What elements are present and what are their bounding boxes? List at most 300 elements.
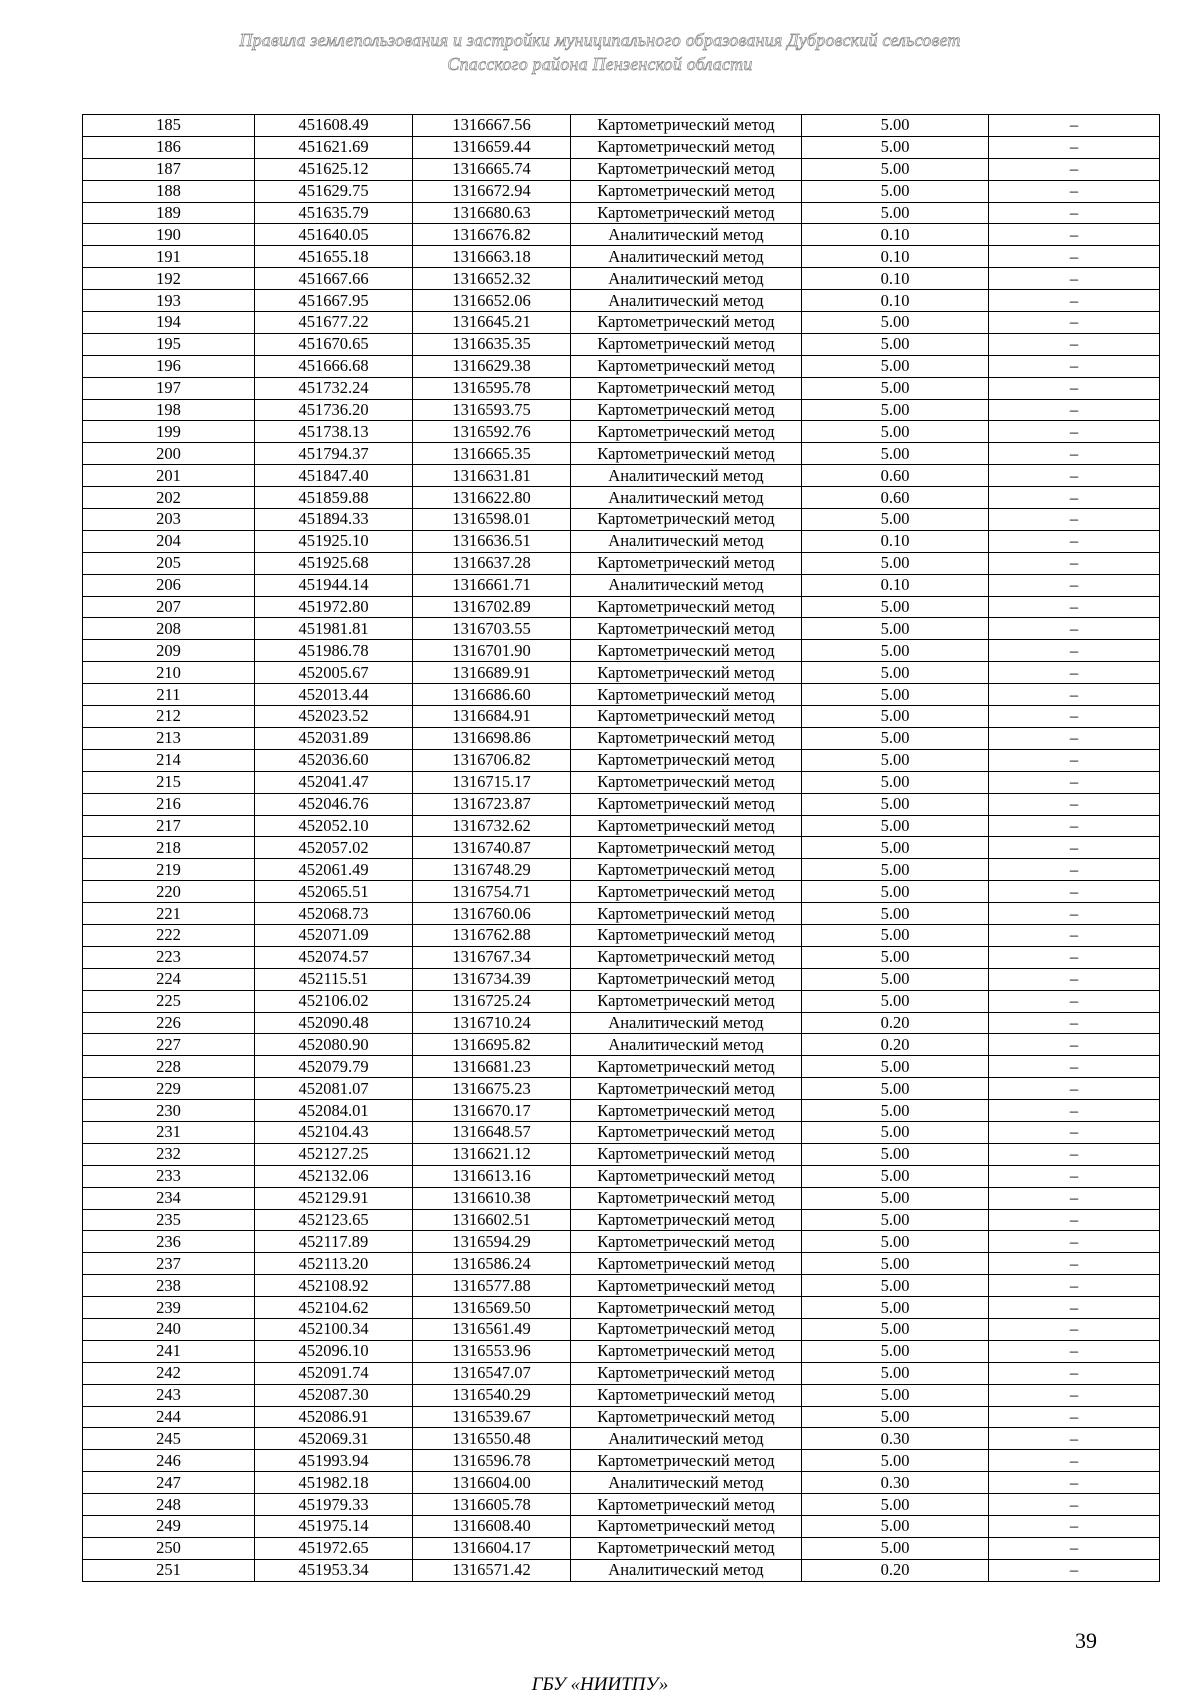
x-coordinate-cell: 452127.25 bbox=[255, 1143, 413, 1165]
note-cell: – bbox=[989, 815, 1160, 837]
x-coordinate-cell: 452079.79 bbox=[255, 1056, 413, 1078]
table-row bbox=[83, 1078, 1160, 1100]
accuracy-cell: 0.10 bbox=[802, 268, 989, 290]
method-cell: Картометрический метод bbox=[571, 1516, 802, 1538]
method-cell: Картометрический метод bbox=[571, 1297, 802, 1319]
note-cell: – bbox=[989, 771, 1160, 793]
y-coordinate-cell: 1316702.89 bbox=[413, 596, 571, 618]
point-number-cell: 190 bbox=[83, 224, 255, 246]
note-cell: – bbox=[989, 749, 1160, 771]
x-coordinate-cell: 452091.74 bbox=[255, 1362, 413, 1384]
note-cell: – bbox=[989, 421, 1160, 443]
x-coordinate-cell: 452129.91 bbox=[255, 1187, 413, 1209]
method-cell: Картометрический метод bbox=[571, 749, 802, 771]
y-coordinate-cell: 1316672.94 bbox=[413, 180, 571, 202]
table-row bbox=[83, 574, 1160, 596]
accuracy-cell: 5.00 bbox=[802, 180, 989, 202]
note-cell: – bbox=[989, 1275, 1160, 1297]
x-coordinate-cell: 451975.14 bbox=[255, 1516, 413, 1538]
y-coordinate-cell: 1316604.17 bbox=[413, 1537, 571, 1559]
x-coordinate-cell: 451655.18 bbox=[255, 246, 413, 268]
point-number-cell: 210 bbox=[83, 662, 255, 684]
method-cell: Картометрический метод bbox=[571, 180, 802, 202]
table-row bbox=[83, 1472, 1160, 1494]
y-coordinate-cell: 1316695.82 bbox=[413, 1034, 571, 1056]
accuracy-cell: 0.30 bbox=[802, 1428, 989, 1450]
note-cell: – bbox=[989, 1165, 1160, 1187]
table-row bbox=[83, 202, 1160, 224]
accuracy-cell: 5.00 bbox=[802, 1297, 989, 1319]
method-cell: Картометрический метод bbox=[571, 881, 802, 903]
x-coordinate-cell: 451925.10 bbox=[255, 530, 413, 552]
y-coordinate-cell: 1316586.24 bbox=[413, 1253, 571, 1275]
accuracy-cell: 5.00 bbox=[802, 355, 989, 377]
method-cell: Картометрический метод bbox=[571, 1406, 802, 1428]
table-row bbox=[83, 421, 1160, 443]
x-coordinate-cell: 451794.37 bbox=[255, 443, 413, 465]
note-cell: – bbox=[989, 333, 1160, 355]
y-coordinate-cell: 1316592.76 bbox=[413, 421, 571, 443]
x-coordinate-cell: 451629.75 bbox=[255, 180, 413, 202]
table-row bbox=[83, 1187, 1160, 1209]
note-cell: – bbox=[989, 618, 1160, 640]
x-coordinate-cell: 452005.67 bbox=[255, 662, 413, 684]
x-coordinate-cell: 451667.66 bbox=[255, 268, 413, 290]
accuracy-cell: 5.00 bbox=[802, 1231, 989, 1253]
method-cell: Картометрический метод bbox=[571, 968, 802, 990]
method-cell: Картометрический метод bbox=[571, 509, 802, 531]
table-row bbox=[83, 1450, 1160, 1472]
note-cell: – bbox=[989, 574, 1160, 596]
point-number-cell: 205 bbox=[83, 552, 255, 574]
note-cell: – bbox=[989, 684, 1160, 706]
note-cell: – bbox=[989, 1537, 1160, 1559]
note-cell: – bbox=[989, 640, 1160, 662]
method-cell: Картометрический метод bbox=[571, 312, 802, 334]
table-row bbox=[83, 246, 1160, 268]
note-cell: – bbox=[989, 1472, 1160, 1494]
table-row bbox=[83, 377, 1160, 399]
table-row bbox=[83, 268, 1160, 290]
table-row bbox=[83, 1121, 1160, 1143]
note-cell: – bbox=[989, 377, 1160, 399]
accuracy-cell: 5.00 bbox=[802, 1253, 989, 1275]
method-cell: Аналитический метод bbox=[571, 1428, 802, 1450]
note-cell: – bbox=[989, 1428, 1160, 1450]
point-number-cell: 187 bbox=[83, 158, 255, 180]
method-cell: Картометрический метод bbox=[571, 399, 802, 421]
y-coordinate-cell: 1316637.28 bbox=[413, 552, 571, 574]
note-cell: – bbox=[989, 924, 1160, 946]
table-row bbox=[83, 1516, 1160, 1538]
point-number-cell: 196 bbox=[83, 355, 255, 377]
point-number-cell: 207 bbox=[83, 596, 255, 618]
table-row bbox=[83, 1559, 1160, 1581]
point-number-cell: 197 bbox=[83, 377, 255, 399]
table-row bbox=[83, 596, 1160, 618]
header-line-2: Спасского района Пензенской области bbox=[447, 54, 753, 74]
accuracy-cell: 0.10 bbox=[802, 530, 989, 552]
coordinates-table-body bbox=[83, 115, 1160, 1582]
table-row bbox=[83, 1253, 1160, 1275]
note-cell: – bbox=[989, 1012, 1160, 1034]
header-line-1: Правила землепользования и застройки муниципального образования Дубровский сельсовет bbox=[239, 30, 961, 50]
y-coordinate-cell: 1316762.88 bbox=[413, 924, 571, 946]
method-cell: Картометрический метод bbox=[571, 1318, 802, 1340]
method-cell: Картометрический метод bbox=[571, 158, 802, 180]
method-cell: Картометрический метод bbox=[571, 815, 802, 837]
table-row bbox=[83, 530, 1160, 552]
accuracy-cell: 5.00 bbox=[802, 1143, 989, 1165]
x-coordinate-cell: 451953.34 bbox=[255, 1559, 413, 1581]
x-coordinate-cell: 452052.10 bbox=[255, 815, 413, 837]
point-number-cell: 213 bbox=[83, 727, 255, 749]
table-row bbox=[83, 1362, 1160, 1384]
table-row bbox=[83, 640, 1160, 662]
table-row bbox=[83, 1340, 1160, 1362]
y-coordinate-cell: 1316598.01 bbox=[413, 509, 571, 531]
accuracy-cell: 5.00 bbox=[802, 1516, 989, 1538]
table-row bbox=[83, 136, 1160, 158]
note-cell: – bbox=[989, 290, 1160, 312]
y-coordinate-cell: 1316593.75 bbox=[413, 399, 571, 421]
table-row bbox=[83, 1231, 1160, 1253]
y-coordinate-cell: 1316754.71 bbox=[413, 881, 571, 903]
page-header bbox=[0, 28, 1200, 76]
accuracy-cell: 5.00 bbox=[802, 1209, 989, 1231]
page-footer: ГБУ «НИИТПУ» bbox=[531, 1674, 669, 1695]
accuracy-cell: 5.00 bbox=[802, 1384, 989, 1406]
method-cell: Картометрический метод bbox=[571, 355, 802, 377]
note-cell: – bbox=[989, 793, 1160, 815]
method-cell: Аналитический метод bbox=[571, 487, 802, 509]
method-cell: Картометрический метод bbox=[571, 1494, 802, 1516]
x-coordinate-cell: 452080.90 bbox=[255, 1034, 413, 1056]
point-number-cell: 236 bbox=[83, 1231, 255, 1253]
note-cell: – bbox=[989, 443, 1160, 465]
x-coordinate-cell: 452086.91 bbox=[255, 1406, 413, 1428]
point-number-cell: 192 bbox=[83, 268, 255, 290]
accuracy-cell: 5.00 bbox=[802, 662, 989, 684]
method-cell: Картометрический метод bbox=[571, 377, 802, 399]
method-cell: Картометрический метод bbox=[571, 903, 802, 925]
table-row bbox=[83, 990, 1160, 1012]
point-number-cell: 185 bbox=[83, 115, 255, 137]
y-coordinate-cell: 1316689.91 bbox=[413, 662, 571, 684]
y-coordinate-cell: 1316631.81 bbox=[413, 465, 571, 487]
note-cell: – bbox=[989, 465, 1160, 487]
x-coordinate-cell: 452090.48 bbox=[255, 1012, 413, 1034]
table-row bbox=[83, 771, 1160, 793]
note-cell: – bbox=[989, 859, 1160, 881]
point-number-cell: 195 bbox=[83, 333, 255, 355]
note-cell: – bbox=[989, 1143, 1160, 1165]
y-coordinate-cell: 1316621.12 bbox=[413, 1143, 571, 1165]
table-row bbox=[83, 946, 1160, 968]
method-cell: Картометрический метод bbox=[571, 596, 802, 618]
accuracy-cell: 5.00 bbox=[802, 443, 989, 465]
point-number-cell: 250 bbox=[83, 1537, 255, 1559]
x-coordinate-cell: 451640.05 bbox=[255, 224, 413, 246]
method-cell: Картометрический метод bbox=[571, 136, 802, 158]
y-coordinate-cell: 1316667.56 bbox=[413, 115, 571, 137]
y-coordinate-cell: 1316613.16 bbox=[413, 1165, 571, 1187]
method-cell: Аналитический метод bbox=[571, 224, 802, 246]
method-cell: Аналитический метод bbox=[571, 1472, 802, 1494]
table-row bbox=[83, 509, 1160, 531]
accuracy-cell: 5.00 bbox=[802, 115, 989, 137]
accuracy-cell: 5.00 bbox=[802, 859, 989, 881]
x-coordinate-cell: 452100.34 bbox=[255, 1318, 413, 1340]
method-cell: Картометрический метод bbox=[571, 443, 802, 465]
y-coordinate-cell: 1316665.74 bbox=[413, 158, 571, 180]
accuracy-cell: 5.00 bbox=[802, 1121, 989, 1143]
point-number-cell: 191 bbox=[83, 246, 255, 268]
method-cell: Картометрический метод bbox=[571, 1340, 802, 1362]
table-row bbox=[83, 1165, 1160, 1187]
y-coordinate-cell: 1316681.23 bbox=[413, 1056, 571, 1078]
x-coordinate-cell: 452087.30 bbox=[255, 1384, 413, 1406]
y-coordinate-cell: 1316629.38 bbox=[413, 355, 571, 377]
method-cell: Картометрический метод bbox=[571, 552, 802, 574]
method-cell: Картометрический метод bbox=[571, 1253, 802, 1275]
x-coordinate-cell: 452096.10 bbox=[255, 1340, 413, 1362]
x-coordinate-cell: 451993.94 bbox=[255, 1450, 413, 1472]
table-row bbox=[83, 881, 1160, 903]
y-coordinate-cell: 1316550.48 bbox=[413, 1428, 571, 1450]
table-row bbox=[83, 465, 1160, 487]
x-coordinate-cell: 452046.76 bbox=[255, 793, 413, 815]
x-coordinate-cell: 452013.44 bbox=[255, 684, 413, 706]
note-cell: – bbox=[989, 1384, 1160, 1406]
table-row bbox=[83, 859, 1160, 881]
table-row bbox=[83, 1384, 1160, 1406]
method-cell: Картометрический метод bbox=[571, 727, 802, 749]
y-coordinate-cell: 1316610.38 bbox=[413, 1187, 571, 1209]
accuracy-cell: 5.00 bbox=[802, 596, 989, 618]
y-coordinate-cell: 1316553.96 bbox=[413, 1340, 571, 1362]
method-cell: Картометрический метод bbox=[571, 1384, 802, 1406]
note-cell: – bbox=[989, 268, 1160, 290]
table-row bbox=[83, 618, 1160, 640]
note-cell: – bbox=[989, 946, 1160, 968]
point-number-cell: 242 bbox=[83, 1362, 255, 1384]
point-number-cell: 220 bbox=[83, 881, 255, 903]
accuracy-cell: 0.10 bbox=[802, 290, 989, 312]
accuracy-cell: 5.00 bbox=[802, 968, 989, 990]
y-coordinate-cell: 1316684.91 bbox=[413, 706, 571, 728]
point-number-cell: 241 bbox=[83, 1340, 255, 1362]
method-cell: Картометрический метод bbox=[571, 1078, 802, 1100]
note-cell: – bbox=[989, 968, 1160, 990]
y-coordinate-cell: 1316608.40 bbox=[413, 1516, 571, 1538]
accuracy-cell: 0.20 bbox=[802, 1034, 989, 1056]
table-row bbox=[83, 1100, 1160, 1122]
accuracy-cell: 5.00 bbox=[802, 509, 989, 531]
accuracy-cell: 5.00 bbox=[802, 749, 989, 771]
y-coordinate-cell: 1316547.07 bbox=[413, 1362, 571, 1384]
accuracy-cell: 0.10 bbox=[802, 574, 989, 596]
accuracy-cell: 5.00 bbox=[802, 640, 989, 662]
method-cell: Картометрический метод bbox=[571, 793, 802, 815]
point-number-cell: 246 bbox=[83, 1450, 255, 1472]
method-cell: Картометрический метод bbox=[571, 684, 802, 706]
note-cell: – bbox=[989, 727, 1160, 749]
y-coordinate-cell: 1316767.34 bbox=[413, 946, 571, 968]
method-cell: Картометрический метод bbox=[571, 1121, 802, 1143]
note-cell: – bbox=[989, 158, 1160, 180]
y-coordinate-cell: 1316604.00 bbox=[413, 1472, 571, 1494]
accuracy-cell: 5.00 bbox=[802, 1165, 989, 1187]
note-cell: – bbox=[989, 180, 1160, 202]
point-number-cell: 209 bbox=[83, 640, 255, 662]
table-row bbox=[83, 180, 1160, 202]
y-coordinate-cell: 1316645.21 bbox=[413, 312, 571, 334]
note-cell: – bbox=[989, 509, 1160, 531]
table-row bbox=[83, 837, 1160, 859]
accuracy-cell: 5.00 bbox=[802, 552, 989, 574]
y-coordinate-cell: 1316686.60 bbox=[413, 684, 571, 706]
accuracy-cell: 5.00 bbox=[802, 837, 989, 859]
table-row bbox=[83, 1537, 1160, 1559]
note-cell: – bbox=[989, 399, 1160, 421]
point-number-cell: 251 bbox=[83, 1559, 255, 1581]
table-row bbox=[83, 290, 1160, 312]
point-number-cell: 243 bbox=[83, 1384, 255, 1406]
y-coordinate-cell: 1316732.62 bbox=[413, 815, 571, 837]
accuracy-cell: 5.00 bbox=[802, 136, 989, 158]
accuracy-cell: 5.00 bbox=[802, 1340, 989, 1362]
point-number-cell: 224 bbox=[83, 968, 255, 990]
y-coordinate-cell: 1316605.78 bbox=[413, 1494, 571, 1516]
x-coordinate-cell: 452084.01 bbox=[255, 1100, 413, 1122]
note-cell: – bbox=[989, 662, 1160, 684]
table-row bbox=[83, 793, 1160, 815]
page-number: 39 bbox=[1075, 1628, 1097, 1653]
table-row bbox=[83, 815, 1160, 837]
note-cell: – bbox=[989, 881, 1160, 903]
note-cell: – bbox=[989, 246, 1160, 268]
point-number-cell: 204 bbox=[83, 530, 255, 552]
x-coordinate-cell: 451944.14 bbox=[255, 574, 413, 596]
method-cell: Картометрический метод bbox=[571, 640, 802, 662]
x-coordinate-cell: 452115.51 bbox=[255, 968, 413, 990]
table-row bbox=[83, 1143, 1160, 1165]
note-cell: – bbox=[989, 1034, 1160, 1056]
x-coordinate-cell: 451635.79 bbox=[255, 202, 413, 224]
point-number-cell: 230 bbox=[83, 1100, 255, 1122]
note-cell: – bbox=[989, 596, 1160, 618]
x-coordinate-cell: 451732.24 bbox=[255, 377, 413, 399]
x-coordinate-cell: 452104.43 bbox=[255, 1121, 413, 1143]
method-cell: Аналитический метод bbox=[571, 574, 802, 596]
point-number-cell: 238 bbox=[83, 1275, 255, 1297]
point-number-cell: 206 bbox=[83, 574, 255, 596]
table-row bbox=[83, 115, 1160, 137]
point-number-cell: 233 bbox=[83, 1165, 255, 1187]
y-coordinate-cell: 1316734.39 bbox=[413, 968, 571, 990]
y-coordinate-cell: 1316706.82 bbox=[413, 749, 571, 771]
y-coordinate-cell: 1316698.86 bbox=[413, 727, 571, 749]
y-coordinate-cell: 1316577.88 bbox=[413, 1275, 571, 1297]
point-number-cell: 231 bbox=[83, 1121, 255, 1143]
y-coordinate-cell: 1316748.29 bbox=[413, 859, 571, 881]
y-coordinate-cell: 1316665.35 bbox=[413, 443, 571, 465]
note-cell: – bbox=[989, 1253, 1160, 1275]
table-row bbox=[83, 443, 1160, 465]
y-coordinate-cell: 1316663.18 bbox=[413, 246, 571, 268]
table-row bbox=[83, 1297, 1160, 1319]
y-coordinate-cell: 1316622.80 bbox=[413, 487, 571, 509]
y-coordinate-cell: 1316675.23 bbox=[413, 1078, 571, 1100]
x-coordinate-cell: 451625.12 bbox=[255, 158, 413, 180]
method-cell: Аналитический метод bbox=[571, 1034, 802, 1056]
x-coordinate-cell: 451847.40 bbox=[255, 465, 413, 487]
accuracy-cell: 5.00 bbox=[802, 793, 989, 815]
y-coordinate-cell: 1316539.67 bbox=[413, 1406, 571, 1428]
y-coordinate-cell: 1316594.29 bbox=[413, 1231, 571, 1253]
point-number-cell: 221 bbox=[83, 903, 255, 925]
point-number-cell: 232 bbox=[83, 1143, 255, 1165]
method-cell: Картометрический метод bbox=[571, 990, 802, 1012]
table-row bbox=[83, 399, 1160, 421]
table-row bbox=[83, 684, 1160, 706]
y-coordinate-cell: 1316595.78 bbox=[413, 377, 571, 399]
accuracy-cell: 5.00 bbox=[802, 377, 989, 399]
point-number-cell: 223 bbox=[83, 946, 255, 968]
table-row bbox=[83, 727, 1160, 749]
table-row bbox=[83, 749, 1160, 771]
accuracy-cell: 5.00 bbox=[802, 990, 989, 1012]
method-cell: Картометрический метод bbox=[571, 1100, 802, 1122]
accuracy-cell: 5.00 bbox=[802, 1100, 989, 1122]
accuracy-cell: 5.00 bbox=[802, 684, 989, 706]
x-coordinate-cell: 451981.81 bbox=[255, 618, 413, 640]
method-cell: Картометрический метод bbox=[571, 706, 802, 728]
method-cell: Картометрический метод bbox=[571, 859, 802, 881]
x-coordinate-cell: 452123.65 bbox=[255, 1209, 413, 1231]
note-cell: – bbox=[989, 1100, 1160, 1122]
x-coordinate-cell: 452041.47 bbox=[255, 771, 413, 793]
accuracy-cell: 5.00 bbox=[802, 399, 989, 421]
accuracy-cell: 0.10 bbox=[802, 224, 989, 246]
method-cell: Картометрический метод bbox=[571, 115, 802, 137]
note-cell: – bbox=[989, 487, 1160, 509]
accuracy-cell: 5.00 bbox=[802, 158, 989, 180]
table-row bbox=[83, 1406, 1160, 1428]
accuracy-cell: 5.00 bbox=[802, 618, 989, 640]
point-number-cell: 189 bbox=[83, 202, 255, 224]
table-row bbox=[83, 1056, 1160, 1078]
point-number-cell: 219 bbox=[83, 859, 255, 881]
point-number-cell: 225 bbox=[83, 990, 255, 1012]
accuracy-cell: 5.00 bbox=[802, 1494, 989, 1516]
accuracy-cell: 0.20 bbox=[802, 1559, 989, 1581]
x-coordinate-cell: 452074.57 bbox=[255, 946, 413, 968]
x-coordinate-cell: 452106.02 bbox=[255, 990, 413, 1012]
method-cell: Картометрический метод bbox=[571, 1209, 802, 1231]
x-coordinate-cell: 451979.33 bbox=[255, 1494, 413, 1516]
x-coordinate-cell: 451666.68 bbox=[255, 355, 413, 377]
note-cell: – bbox=[989, 1297, 1160, 1319]
accuracy-cell: 5.00 bbox=[802, 312, 989, 334]
point-number-cell: 214 bbox=[83, 749, 255, 771]
note-cell: – bbox=[989, 837, 1160, 859]
note-cell: – bbox=[989, 1078, 1160, 1100]
note-cell: – bbox=[989, 1209, 1160, 1231]
y-coordinate-cell: 1316569.50 bbox=[413, 1297, 571, 1319]
y-coordinate-cell: 1316725.24 bbox=[413, 990, 571, 1012]
